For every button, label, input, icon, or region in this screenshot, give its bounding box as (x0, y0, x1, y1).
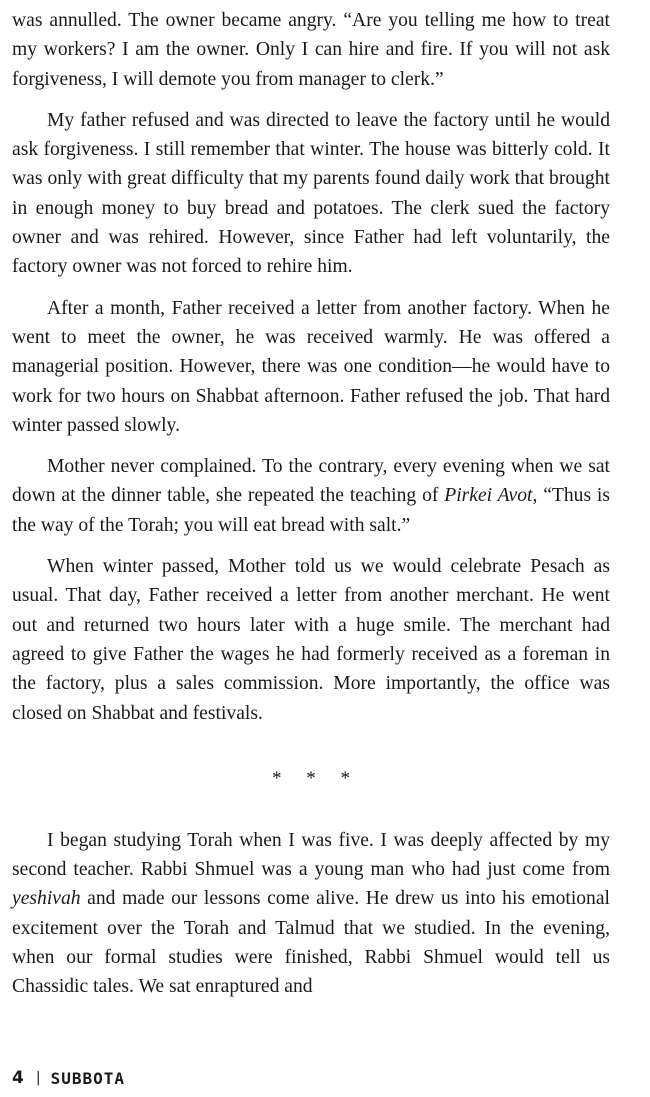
paragraph (12, 552, 610, 728)
paragraph-text: When winter passed, Mother told us we would celebrate Pesach as usual. That day, Father received a letter from another merchant. He went out and returned two hours later with a huge smile. The merchant had agreed to give Father the wages he had formerly received as a foreman in the factory, plus a sales commission. More importantly, the office was closed on Shabbat and festivals. (12, 556, 610, 724)
page-number: 4 (12, 1068, 24, 1088)
paragraph-text: and made our lessons come alive. He drew us into his emotional excitement over the Torah and Talmud that we studied. In the evening, when our formal studies were finished, Rabbi Shmuel would tell us Chassidic tales. We sat enraptured and (12, 888, 610, 998)
paragraph-text: Mother never complained. To the contrary, every evening when we sat down at the dinner table, she repeated the teaching of (12, 456, 610, 507)
paragraph-text: After a month, Father received a letter from another factory. When he went to meet the owner, he was received warmly. He was offered a managerial position. However, there was one condition—he would have to work for two hours on Shabbat afternoon. Father refused the job. That hard winter passed slowly. (12, 297, 610, 436)
page-text (12, 6, 610, 1014)
italic-term: yeshivah (12, 888, 81, 910)
footer-divider: | (35, 1070, 41, 1086)
page-footer (12, 1068, 125, 1088)
book-title: SUBBOTA (50, 1068, 125, 1088)
paragraph-text: was annulled. The owner became angry. “Are you telling me how to treat my workers? I am the owner. Only I can hire and fire. If you will not ask forgiveness, I will demote you from manager to clerk.” (12, 10, 610, 90)
paragraph (12, 294, 610, 440)
paragraph (12, 6, 610, 94)
paragraph (12, 106, 610, 282)
paragraph (12, 826, 610, 1002)
section-separator: * * * (272, 767, 360, 789)
italic-title: Pirkei Avot (444, 485, 533, 507)
paragraph-text: , “Thus is the way of the Torah; you will eat bread with salt.” (12, 485, 611, 536)
paragraph-text: My father refused and was directed to leave the factory until he would ask forgiveness. I still remember that winter. The house was bitterly cold. It was only with great difficulty that my parents found daily work that brought in enough money to buy bread and potatoes. The clerk sued the factory owner and was rehired. However, since Father had left voluntarily, the factory owner was not forced to rehire him. (12, 109, 610, 278)
paragraph (12, 452, 610, 540)
paragraph-text: I began studying Torah when I was five. I was deeply affected by my second teacher. Rabbi Shmuel was a young man who had just come from (12, 829, 610, 881)
